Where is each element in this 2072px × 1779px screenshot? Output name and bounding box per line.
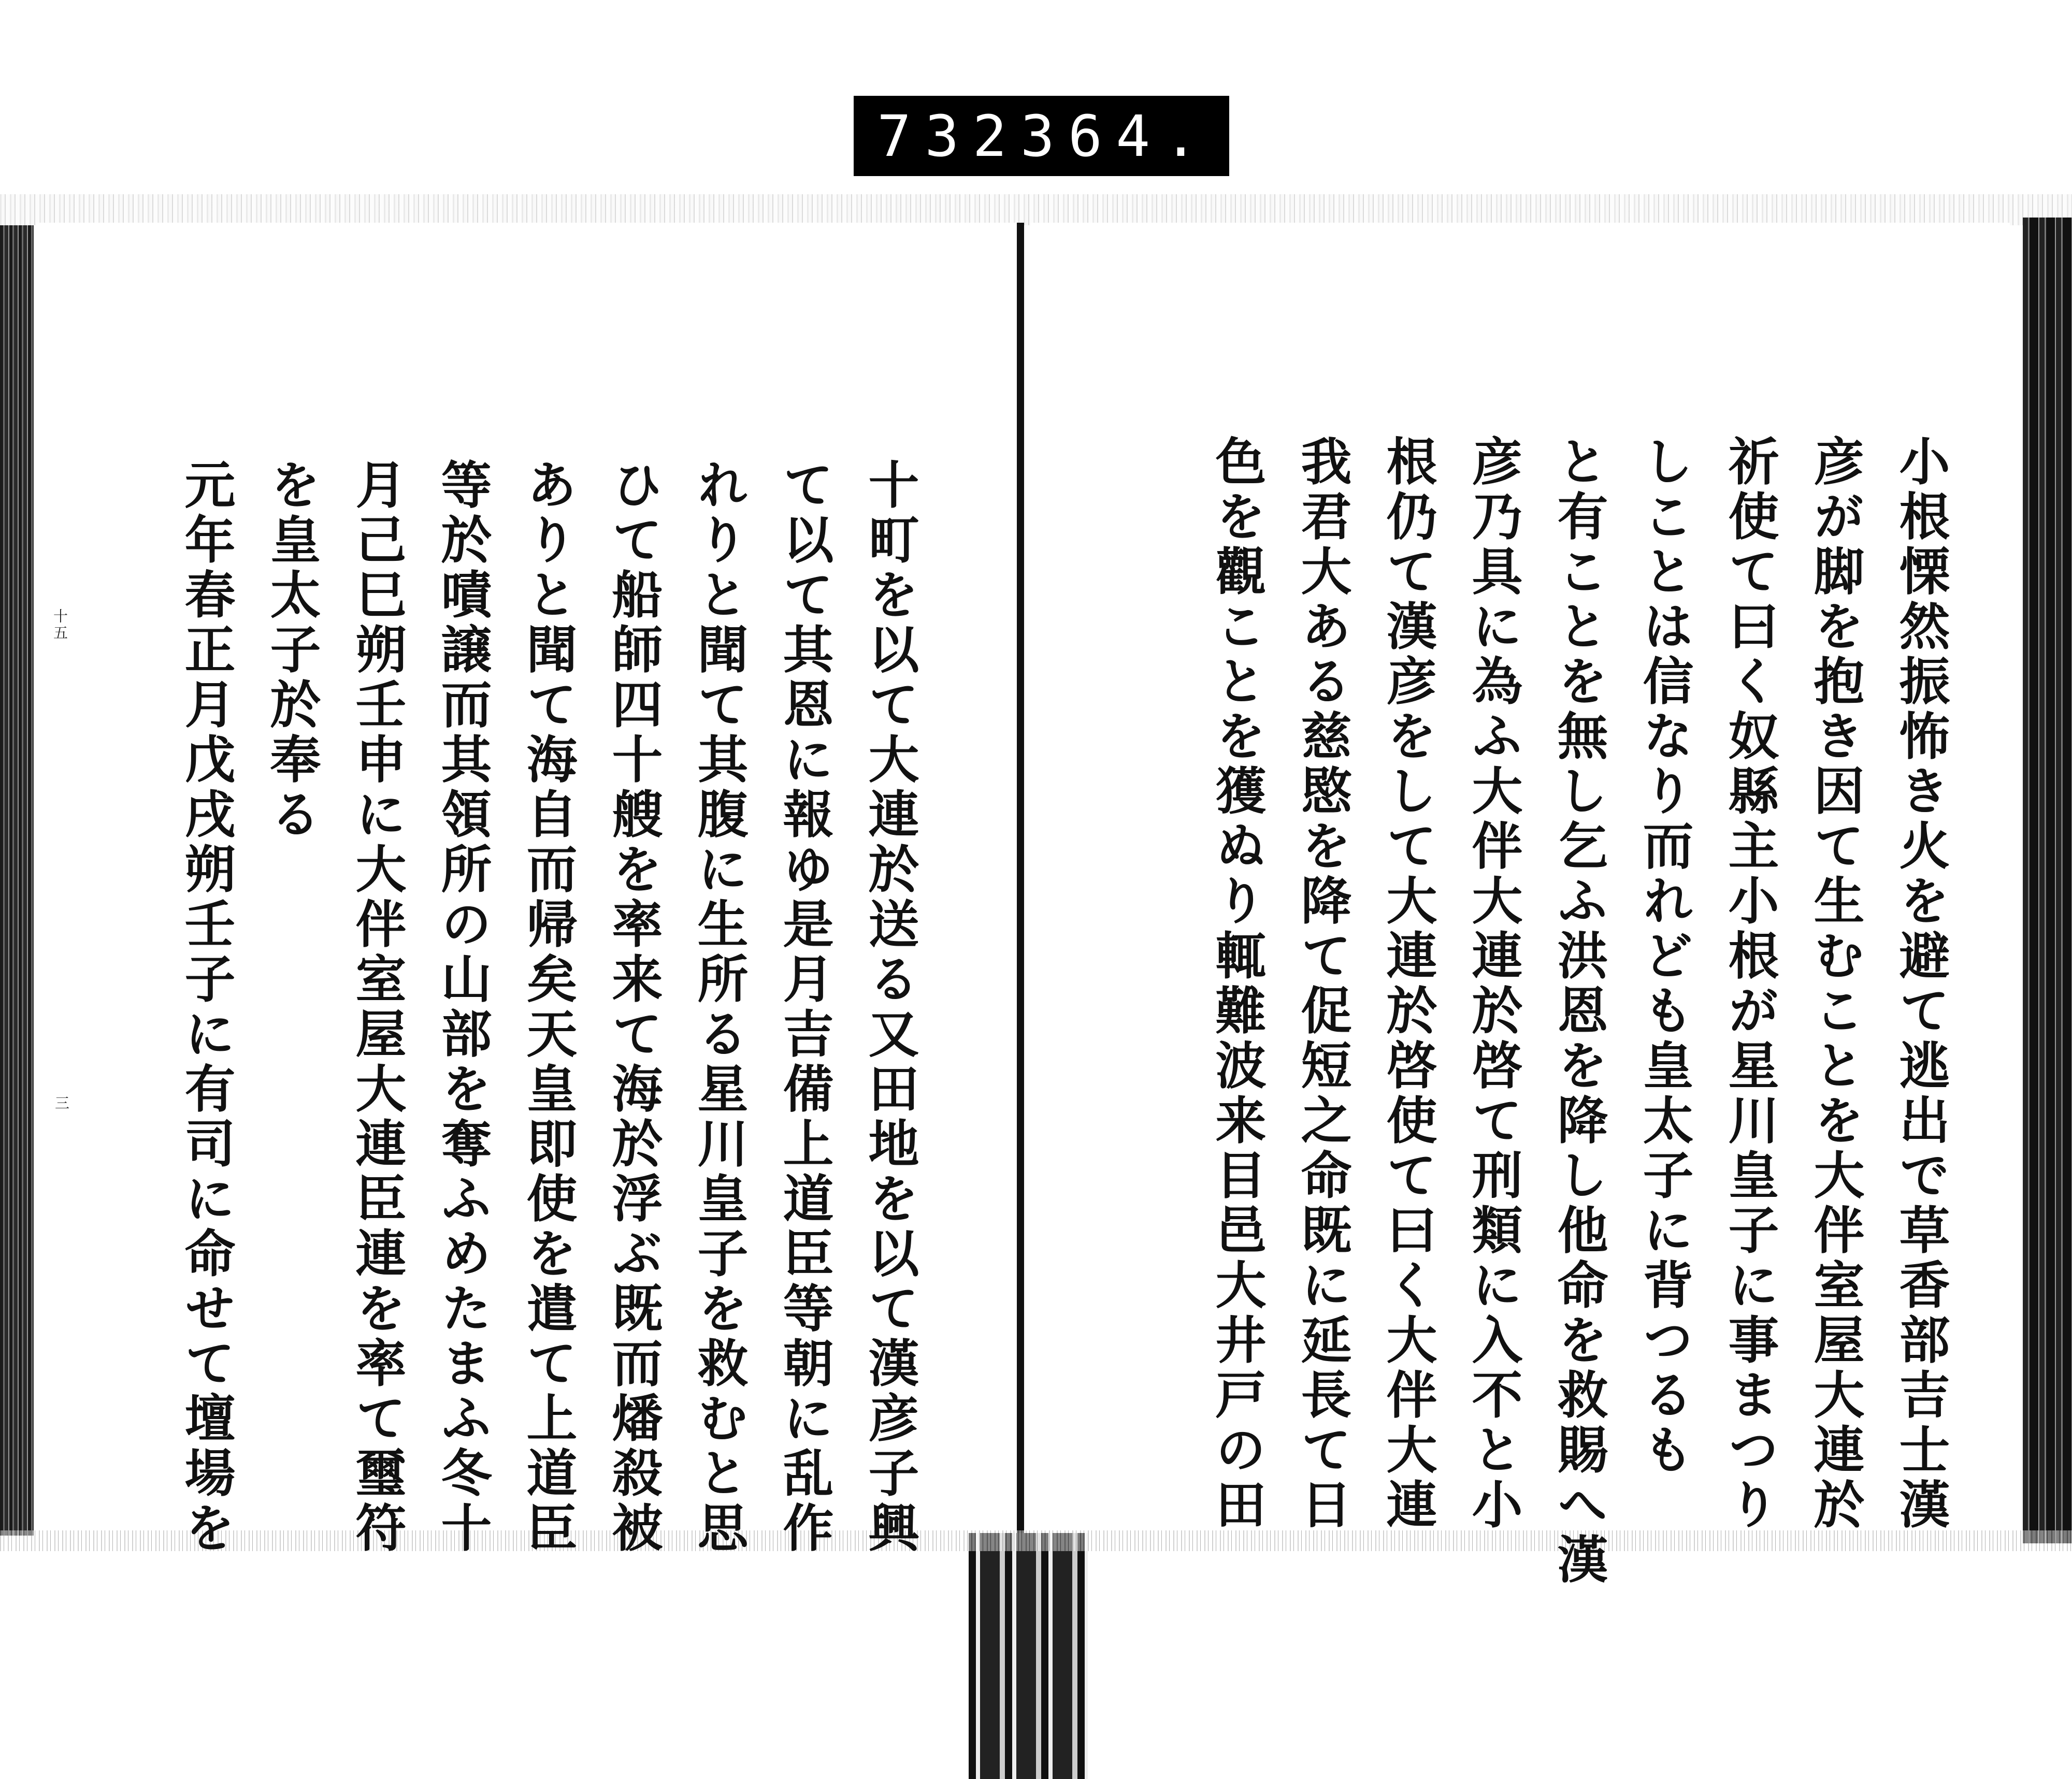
microfilm-frame-label <box>854 96 1229 176</box>
text-column: と有ことを無し乞ふ洪恩を降し他命を救賜へ漢 <box>1549 435 1608 1588</box>
folio-section-number: 三 <box>53 1095 70 1112</box>
frame-number-right: 364. <box>1020 103 1212 169</box>
text-column: 彦乃具に為ふ大伴大連於啓て刑類に入不と小 <box>1463 435 1523 1533</box>
text-column: 月己巳朔壬申に大伴室屋大連臣連を率て璽符 <box>347 458 407 1556</box>
text-column: 祈使て曰く奴縣主小根が星川皇子に事まつり <box>1720 435 1779 1533</box>
book-spine-base <box>969 1533 1088 1779</box>
text-column: しことは信なり而れども皇太子に背つるも <box>1634 435 1694 1478</box>
text-column: 根仍て漢彦をして大連於啓使て曰く大伴大連 <box>1378 435 1437 1533</box>
text-column: て以て其恩に報ゆ是月吉備上道臣等朝に乱作 <box>774 458 834 1556</box>
text-column: 我君大ある慈愍を降て促短之命既に延長て日 <box>1292 435 1352 1533</box>
right-page-text <box>1163 435 1963 1588</box>
text-column: ありと聞て海自而帰矣天皇即使を遣て上道臣 <box>518 458 578 1556</box>
scan-noise-band <box>0 194 2072 225</box>
left-page-text <box>104 458 932 1556</box>
text-column: 彦が脚を抱き因て生むことを大伴室屋大連於 <box>1805 435 1865 1533</box>
text-column: 小根慄然振怖き火を避て逃出で草香部吉士漢 <box>1891 435 1950 1533</box>
text-column: 色を觀ことを獲ぬり輒難波来目邑大井戸の田 <box>1207 435 1267 1533</box>
text-column: を皇太子於奉る <box>262 458 321 843</box>
folio-page-number: 十五 <box>51 609 68 642</box>
text-column: れりと聞て其腹に生所る星川皇子を救むと思 <box>689 458 749 1556</box>
text-column: ひて船師四十艘を率来て海於浮ぶ既而燔殺被 <box>603 458 663 1556</box>
book-edge-left <box>0 225 34 1536</box>
book-edge-right <box>2023 218 2072 1543</box>
text-column: 元年春正月戊戌朔壬子に有司に命せて壇場を <box>176 458 236 1556</box>
book-edge-bottom <box>0 1530 2072 1551</box>
text-column: 等於嘖譲而其領所の山部を奪ふめたまふ冬十 <box>433 458 492 1556</box>
frame-number-left: 732 <box>877 103 1020 169</box>
text-column: 十町を以て大連於送る又田地を以て漢彦子興 <box>860 458 919 1556</box>
